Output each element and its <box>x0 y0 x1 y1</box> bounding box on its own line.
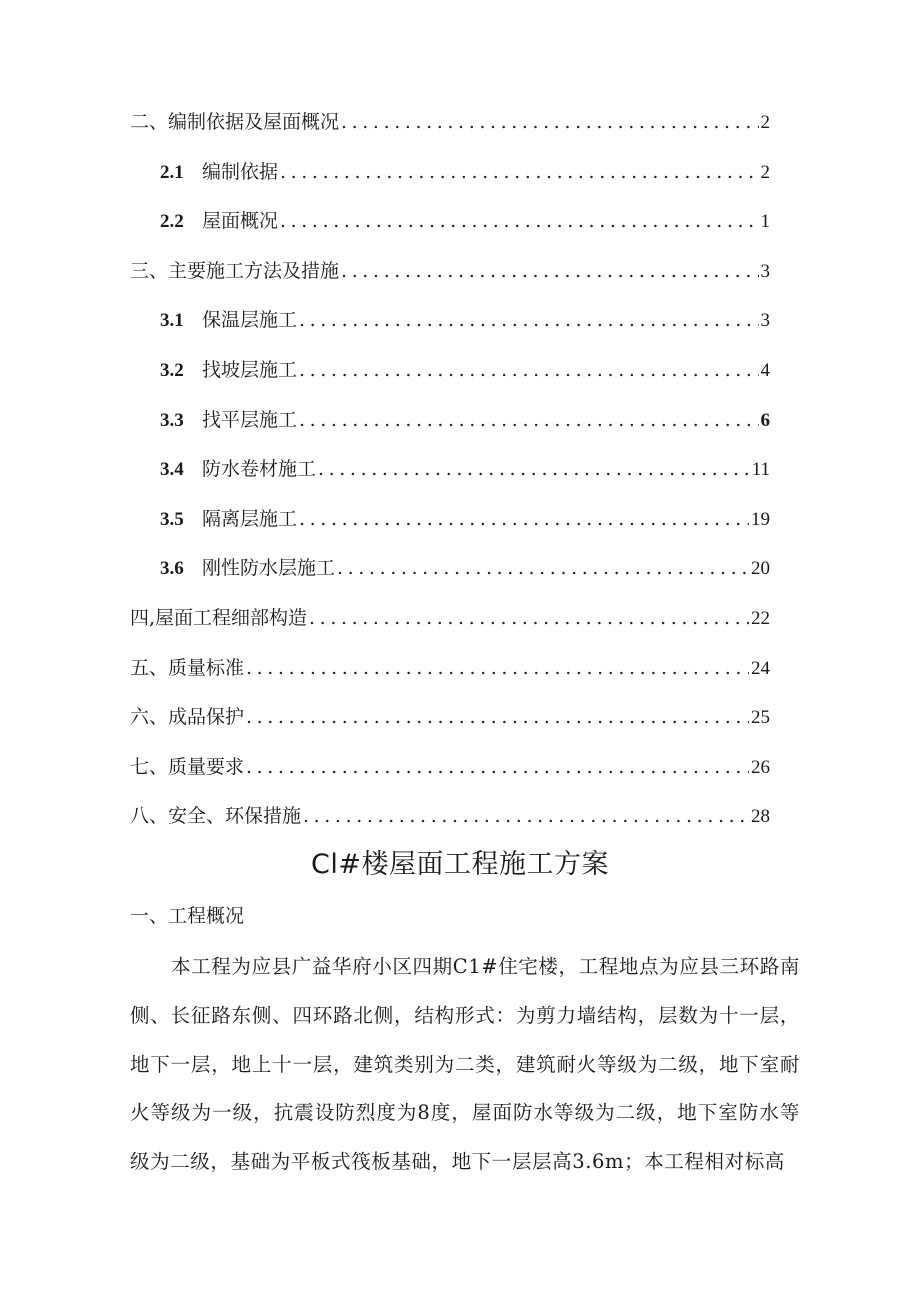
toc-dot-leader <box>246 644 749 694</box>
toc-entry[interactable] <box>130 296 770 346</box>
toc-entry[interactable] <box>130 792 770 842</box>
toc-entry[interactable] <box>130 594 770 644</box>
toc-entry-page-number: 26 <box>751 756 770 778</box>
toc-entry-page-number: 4 <box>760 359 770 381</box>
toc-entry-page-number: 25 <box>751 707 770 729</box>
table-of-contents <box>130 98 770 842</box>
toc-entry-number: 3.1 <box>160 310 184 332</box>
toc-entry[interactable] <box>130 495 770 545</box>
toc-dot-leader <box>341 98 758 148</box>
toc-entry[interactable] <box>130 197 770 247</box>
toc-entry-page-number: 11 <box>751 459 770 481</box>
toc-dot-leader <box>299 396 758 446</box>
toc-entry[interactable] <box>130 346 770 396</box>
toc-entry-page-number: 20 <box>751 558 770 580</box>
toc-entry-number: 3.5 <box>160 508 184 530</box>
toc-entry-label: 四,屋面工程细部构造 <box>130 606 308 629</box>
toc-entry-page-number: 19 <box>751 508 770 530</box>
toc-entry[interactable] <box>130 544 770 594</box>
toc-entry-label: 七、质量要求 <box>130 755 245 778</box>
toc-dot-leader <box>246 693 749 743</box>
toc-entry-label: 隔离层施工 <box>202 507 298 530</box>
toc-entry[interactable] <box>130 693 770 743</box>
toc-entry-number: 3.3 <box>160 409 184 431</box>
toc-entry-number: 2.1 <box>160 161 184 183</box>
toc-dot-leader <box>280 148 758 198</box>
toc-entry-page-number: 2 <box>760 161 770 183</box>
toc-entry-label: 保温层施工 <box>202 309 298 332</box>
toc-entry-page-number: 6 <box>760 409 770 431</box>
toc-entry-label: 屋面概况 <box>202 210 279 233</box>
toc-entry-label: 八、安全、环保措施 <box>130 805 302 828</box>
toc-entry-number: 3.4 <box>160 459 184 481</box>
toc-dot-leader <box>280 197 758 247</box>
toc-entry[interactable] <box>130 644 770 694</box>
toc-entry-label: 刚性防水层施工 <box>202 557 336 580</box>
toc-entry[interactable] <box>130 445 770 495</box>
toc-dot-leader <box>299 495 749 545</box>
toc-entry-number: 3.6 <box>160 558 184 580</box>
toc-entry[interactable] <box>130 743 770 793</box>
toc-entry-label: 三、主要施工方法及措施 <box>130 259 340 282</box>
toc-entry-label: 找坡层施工 <box>202 358 298 381</box>
toc-entry-page-number: 3 <box>760 260 770 282</box>
toc-dot-leader <box>337 544 749 594</box>
toc-entry[interactable] <box>130 98 770 148</box>
body-paragraph: 本工程为应县广益华府小区四期C1#住宅楼，工程地点为应县三环路南侧、长征路东侧、四环路北侧，结构形式：为剪力墙结构，层数为十一层，地下一层，地上十一层，建筑类别为二类，建筑耐火等级为二级，地下室耐火等级为一级，抗震设防烈度为8度，屋面防水等级为二级，地下室防水等级为二级，基础为平板式筏板基础，地下一层层高3.6m；本工程相对标高 <box>130 955 800 1174</box>
toc-entry-page-number: 1 <box>760 211 770 233</box>
toc-entry-label: 防水卷材施工 <box>202 458 317 481</box>
toc-entry-number: 2.2 <box>160 211 184 233</box>
toc-entry-page-number: 22 <box>751 607 770 629</box>
toc-entry-label: 二、编制依据及屋面概况 <box>130 111 340 133</box>
toc-dot-leader <box>299 346 758 396</box>
toc-entry-label: 六、成品保护 <box>130 706 245 729</box>
document-title: Cl#楼屋面工程施工方案 <box>311 849 609 880</box>
toc-entry-label: 编制依据 <box>202 160 279 183</box>
toc-entry-page-number: 24 <box>751 657 770 679</box>
toc-entry[interactable] <box>130 148 770 198</box>
toc-entry-page-number: 28 <box>751 806 770 828</box>
section-heading: 一、工程概况 <box>130 905 245 927</box>
toc-dot-leader <box>341 247 758 297</box>
toc-entry-label: 找平层施工 <box>202 408 298 431</box>
toc-entry-page-number: 2 <box>760 112 770 133</box>
toc-dot-leader <box>303 792 749 842</box>
toc-entry[interactable] <box>130 247 770 297</box>
toc-entry-number: 3.2 <box>160 359 184 381</box>
toc-dot-leader <box>309 594 749 644</box>
toc-dot-leader <box>299 296 758 346</box>
toc-entry[interactable] <box>130 396 770 446</box>
toc-entry-page-number: 3 <box>760 310 770 332</box>
toc-dot-leader <box>318 445 750 495</box>
toc-entry-label: 五、质量标准 <box>130 656 245 679</box>
toc-dot-leader <box>246 743 749 793</box>
